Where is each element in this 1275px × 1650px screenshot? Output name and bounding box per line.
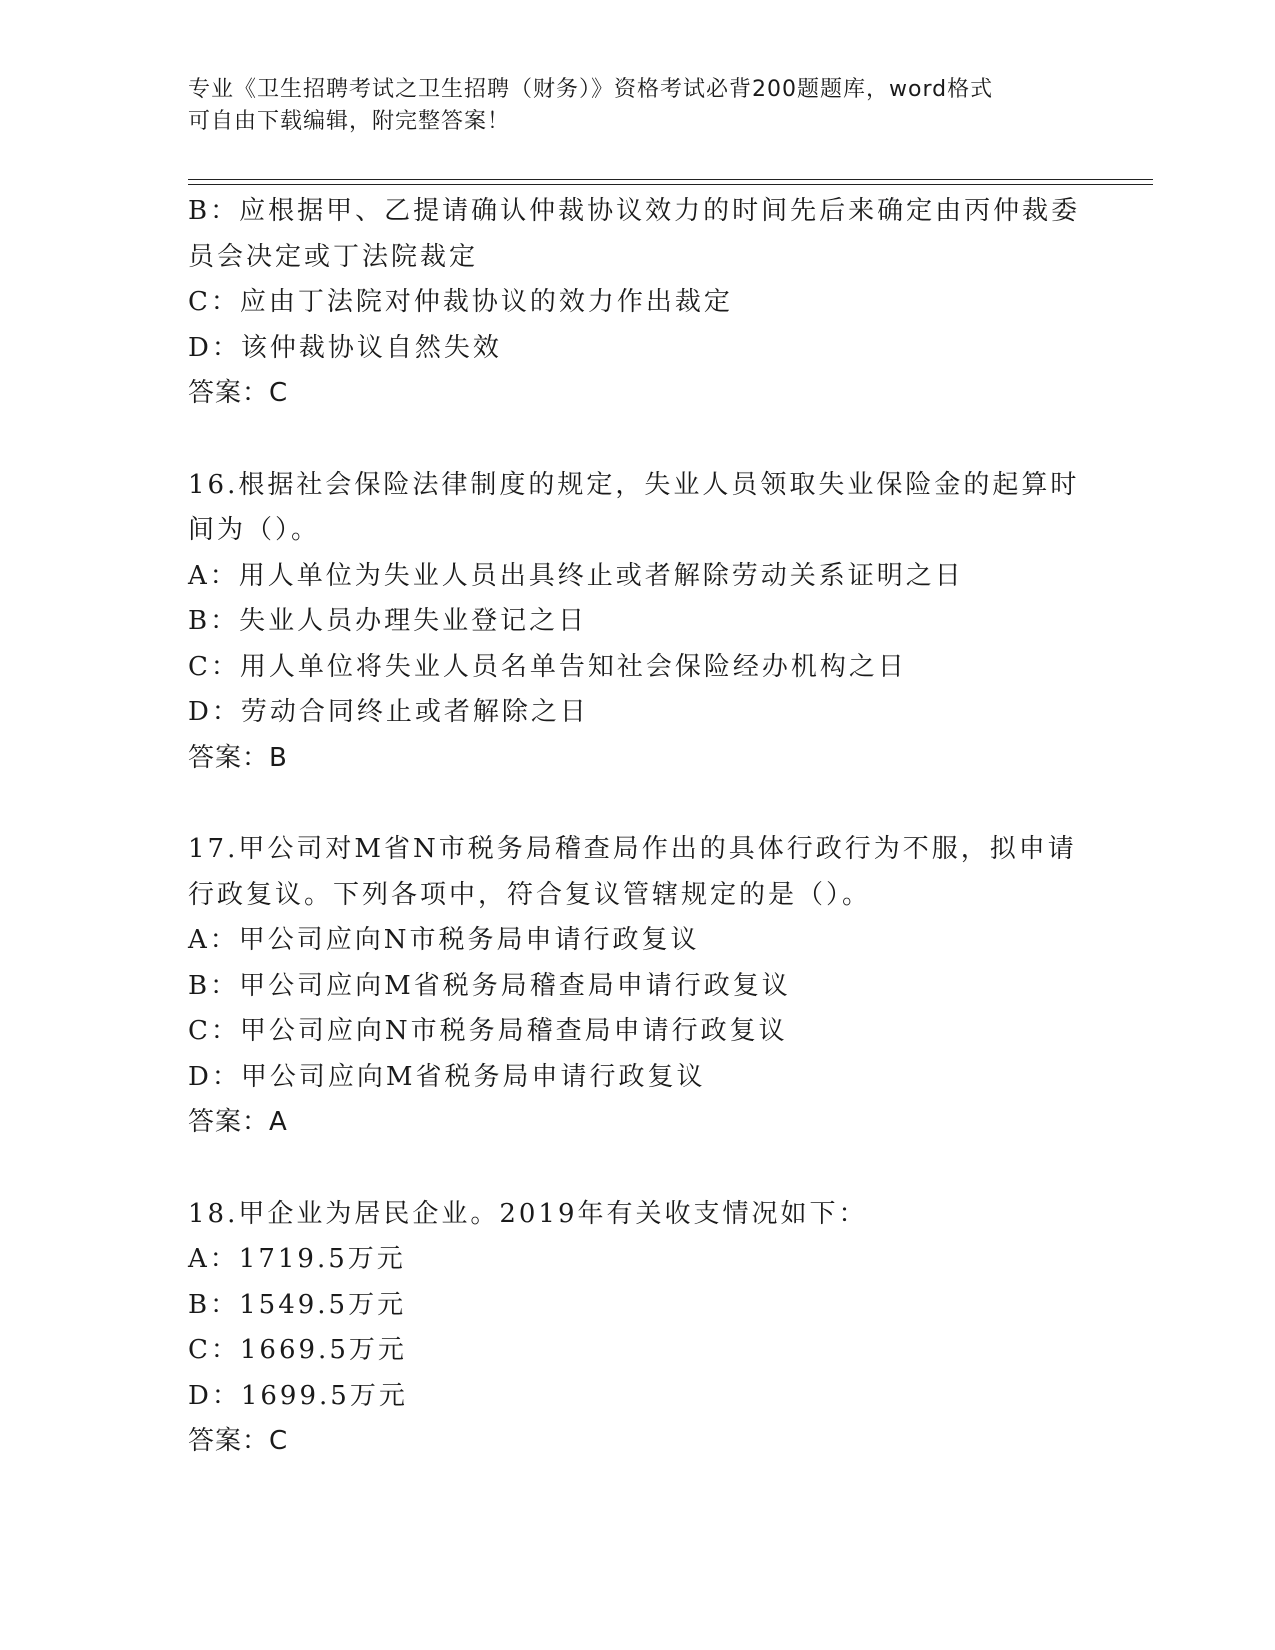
option-a: A：用人单位为失业人员出具终止或者解除劳动关系证明之日	[188, 560, 964, 591]
option-b: B：失业人员办理失业登记之日	[188, 606, 588, 636]
option-b: B：甲公司应向M省税务局稽查局申请行政复议	[188, 970, 791, 1001]
answer: 答案：C	[188, 378, 289, 408]
question-stem-line-2: 行政复议。下列各项中，符合复议管辖规定的是（）。	[188, 879, 872, 910]
question-list	[188, 189, 1088, 1465]
option-d: D：甲公司应向M省税务局申请行政复议	[188, 1061, 706, 1092]
option-c: C：用人单位将失业人员名单告知社会保险经办机构之日	[188, 651, 907, 682]
option-a: A：甲公司应向N市税务局申请行政复议	[188, 925, 700, 955]
option-d: D：劳动合同终止或者解除之日	[188, 697, 589, 727]
option-d: D：该仲裁协议自然失效	[188, 332, 502, 363]
question-stem-line-1: 18.甲企业为居民企业。2019年有关收支情况如下：	[188, 1198, 868, 1229]
option-b: B：1549.5万元	[188, 1289, 407, 1320]
question-16	[188, 463, 1088, 782]
header-line-2: 可自由下载编辑，附完整答案！	[188, 109, 511, 134]
question-spacer	[188, 417, 1088, 463]
question-17	[188, 827, 1088, 1146]
option-b-line-2: 员会决定或丁法院裁定	[188, 241, 479, 272]
option-c: C：1669.5万元	[188, 1335, 407, 1365]
option-c: C：甲公司应向N市税务局稽查局申请行政复议	[188, 1016, 788, 1046]
question-spacer	[188, 781, 1088, 827]
document-header	[188, 74, 1088, 138]
option-a: A：1719.5万元	[188, 1244, 406, 1274]
question-stem-line-2: 间为（）。	[188, 515, 321, 545]
question-15	[188, 189, 1088, 417]
answer: 答案：B	[188, 742, 288, 773]
answer: 答案：A	[188, 1107, 288, 1137]
question-spacer	[188, 1146, 1088, 1192]
option-d: D：1699.5万元	[188, 1380, 408, 1411]
header-divider-bottom	[188, 184, 1153, 185]
option-b-line-1: B：应根据甲、乙提请确认仲裁协议效力的时间先后来确定由丙仲裁委	[188, 196, 1081, 226]
option-c: C：应由丁法院对仲裁协议的效力作出裁定	[188, 287, 733, 317]
header-divider-top	[188, 179, 1153, 180]
answer: 答案：C	[188, 1426, 289, 1456]
question-stem-line-1: 17.甲公司对M省N市税务局稽查局作出的具体行政行为不服，拟申请	[188, 834, 1077, 864]
question-stem-line-1: 16.根据社会保险法律制度的规定，失业人员领取失业保险金的起算时	[188, 469, 1080, 500]
header-line-1: 专业《卫生招聘考试之卫生招聘（财务）》资格考试必背200题题库，word格式	[188, 77, 994, 102]
question-18	[188, 1192, 1088, 1465]
